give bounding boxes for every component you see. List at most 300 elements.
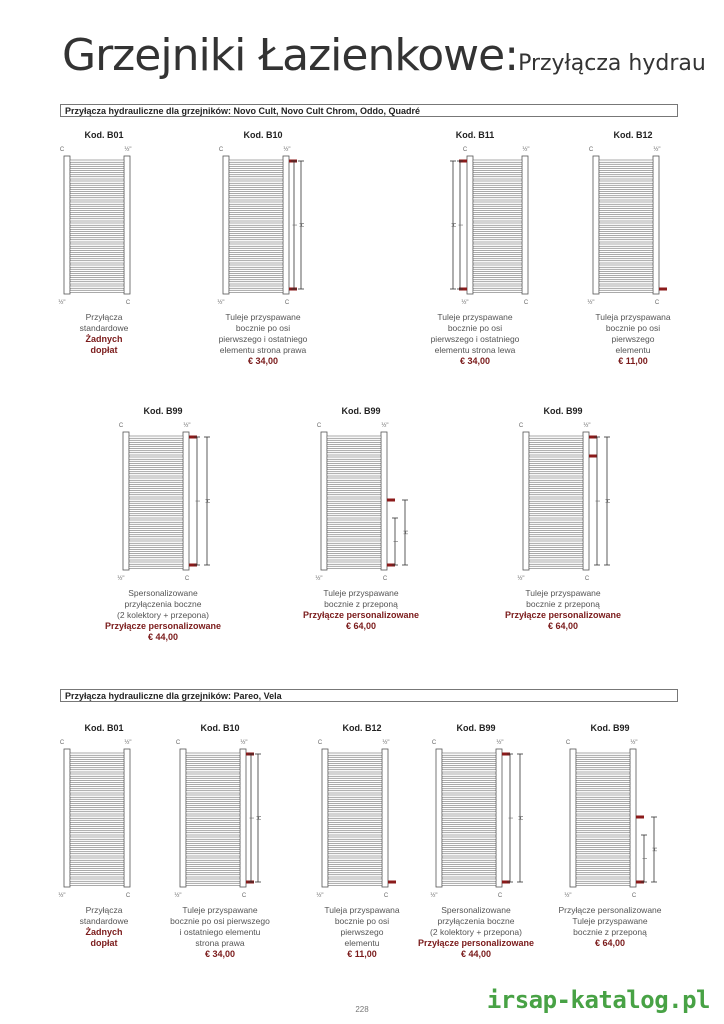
dimension-label: I — [509, 817, 515, 819]
radiator-tube — [599, 278, 653, 280]
radiator-tube — [473, 286, 522, 288]
radiator-tube — [328, 803, 382, 805]
radiator-tube — [576, 862, 630, 864]
label-half: ½" — [382, 740, 390, 746]
radiator-tube — [442, 879, 496, 881]
radiator-tube — [473, 194, 522, 196]
label-half: ½" — [183, 423, 191, 429]
radiator-collector-right — [381, 432, 387, 570]
radiator-tube — [70, 185, 124, 187]
radiator-tube — [70, 795, 124, 797]
radiator-collector-left — [180, 749, 186, 887]
radiator-diagram — [550, 735, 670, 901]
radiator-tube — [70, 854, 124, 856]
dimension-label: I — [196, 500, 202, 502]
radiator-tube — [599, 206, 653, 208]
radiator-tube — [599, 202, 653, 204]
radiator-tube — [576, 829, 630, 831]
radiator-tube — [576, 866, 630, 868]
radiator-tube — [599, 244, 653, 246]
radiator-tube — [229, 244, 283, 246]
label-half: ½" — [630, 740, 638, 746]
radiator-tube — [229, 282, 283, 284]
radiator-tube — [327, 537, 381, 539]
radiator-tube — [129, 499, 183, 501]
radiator-tube — [442, 782, 496, 784]
item-price: € 64,00 — [547, 621, 579, 631]
item-note: Żadnych — [85, 334, 123, 344]
radiator-tube — [442, 883, 496, 885]
description-line: elementu strona lewa — [434, 345, 516, 355]
radiator-tube — [442, 787, 496, 789]
radiator-tube — [328, 833, 382, 835]
radiator-tube — [328, 824, 382, 826]
radiator-tube — [473, 248, 522, 250]
radiator-tube — [529, 537, 583, 539]
radiator-tube — [442, 845, 496, 847]
radiator-tube — [442, 795, 496, 797]
radiator-tube — [328, 858, 382, 860]
radiator-tube — [229, 236, 283, 238]
radiator-tube — [70, 265, 124, 267]
radiator-tube — [186, 812, 240, 814]
radiator-tube — [70, 223, 124, 225]
radiator-tube — [328, 770, 382, 772]
watermark: irsap-katalog.pl — [486, 986, 710, 1014]
radiator-tube — [328, 816, 382, 818]
radiator-tube — [327, 528, 381, 530]
radiator-tube — [129, 545, 183, 547]
label-half: ½" — [587, 300, 595, 306]
radiator-tube — [442, 850, 496, 852]
valve-fitting — [589, 455, 597, 458]
radiator-diagram — [103, 418, 223, 584]
label-half: ½" — [381, 423, 389, 429]
label-c: C — [59, 147, 65, 153]
radiator-tube — [529, 495, 583, 497]
radiator-tube — [473, 177, 522, 179]
radiator-tube — [576, 761, 630, 763]
item-description — [550, 905, 670, 949]
radiator-collector-left — [64, 749, 70, 887]
radiator-collector-right — [283, 156, 289, 294]
radiator-tube — [129, 495, 183, 497]
radiator-tube — [576, 850, 630, 852]
radiator-tube — [473, 219, 522, 221]
radiator-tube — [70, 850, 124, 852]
radiator-tube — [129, 512, 183, 514]
label-half: ½" — [240, 740, 248, 746]
radiator-tube — [599, 265, 653, 267]
radiator-tube — [576, 799, 630, 801]
radiator-tube — [129, 470, 183, 472]
dimension-label: H — [257, 815, 263, 821]
radiator-tube — [576, 854, 630, 856]
label-c: C — [518, 423, 524, 429]
description-line: pierwszego i ostatniego — [218, 334, 308, 344]
description-line: Tuleje przyspawane — [182, 905, 258, 915]
item-description — [302, 905, 422, 960]
radiator-tube — [576, 778, 630, 780]
description-line: bocznie po osi — [605, 323, 661, 333]
radiator-tube — [599, 223, 653, 225]
radiator-tube — [328, 862, 382, 864]
radiator-tube — [327, 444, 381, 446]
radiator-tube — [576, 833, 630, 835]
radiator-tube — [70, 774, 124, 776]
label-half: ½" — [124, 740, 132, 746]
radiator-tube — [327, 499, 381, 501]
radiator-tube — [473, 240, 522, 242]
item-note: dopłat — [90, 345, 118, 355]
item-description — [573, 312, 693, 367]
item-note: Przyłącze personalizowane — [504, 610, 622, 620]
radiator-tube — [442, 812, 496, 814]
label-c: C — [462, 147, 468, 153]
radiator-tube — [129, 516, 183, 518]
radiator-tube — [576, 753, 630, 755]
description-line: elementu strona prawa — [219, 345, 307, 355]
label-half: ½" — [124, 147, 132, 153]
radiator-tube — [229, 185, 283, 187]
radiator-tube — [599, 219, 653, 221]
radiator-tube — [186, 871, 240, 873]
connection-item — [503, 406, 623, 632]
radiator-tube — [70, 833, 124, 835]
description-line: bocznie po osi — [235, 323, 291, 333]
radiator-collector-left — [436, 749, 442, 887]
radiator-tube — [186, 829, 240, 831]
description-line: Tuleje przyspawane — [572, 916, 648, 926]
dimension-label: H — [452, 222, 458, 228]
radiator-tube — [229, 189, 283, 191]
radiator-tube — [129, 503, 183, 505]
radiator-tube — [70, 164, 124, 166]
radiator-tube — [529, 436, 583, 438]
radiator-tube — [599, 215, 653, 217]
item-code: Kod. B01 — [84, 723, 124, 733]
radiator-tube — [327, 554, 381, 556]
radiator-tube — [327, 558, 381, 560]
radiator-tube — [529, 461, 583, 463]
label-half: ½" — [564, 893, 572, 899]
radiator-tube — [186, 782, 240, 784]
radiator-diagram — [503, 418, 623, 584]
radiator-tube — [473, 278, 522, 280]
radiator-tube — [529, 486, 583, 488]
radiator-tube — [328, 795, 382, 797]
radiator-tube — [70, 168, 124, 170]
item-description — [503, 588, 623, 632]
radiator-tube — [70, 236, 124, 238]
radiator-tube — [229, 261, 283, 263]
radiator-tube — [576, 845, 630, 847]
radiator-tube — [599, 177, 653, 179]
radiator-tube — [70, 248, 124, 250]
radiator-tube — [599, 240, 653, 242]
radiator-tube — [529, 444, 583, 446]
title-sub: Przyłącza hydrau — [518, 51, 706, 76]
dimension-label: I — [643, 857, 649, 860]
label-c: C — [118, 423, 124, 429]
radiator-tube — [327, 453, 381, 455]
description-line: Przyłącza — [85, 312, 123, 322]
radiator-tube — [70, 194, 124, 196]
description-line: Tuleja przyspawana — [595, 312, 671, 322]
radiator-collector-right — [496, 749, 502, 887]
radiator-tube — [599, 189, 653, 191]
radiator-tube — [70, 215, 124, 217]
radiator-tube — [529, 491, 583, 493]
radiator-tube — [328, 799, 382, 801]
radiator-tube — [129, 482, 183, 484]
radiator-tube — [229, 248, 283, 250]
radiator-tube — [328, 812, 382, 814]
radiator-tube — [70, 160, 124, 162]
label-c: C — [317, 740, 323, 746]
radiator-tube — [599, 194, 653, 196]
radiator-tube — [70, 803, 124, 805]
radiator-tube — [599, 181, 653, 183]
radiator-tube — [70, 824, 124, 826]
radiator-tube — [442, 757, 496, 759]
radiator-tube — [328, 782, 382, 784]
label-c: C — [125, 893, 131, 899]
radiator-tube — [473, 282, 522, 284]
radiator-tube — [129, 486, 183, 488]
radiator-tube — [599, 236, 653, 238]
item-price: € 44,00 — [460, 949, 492, 959]
radiator-tube — [229, 252, 283, 254]
label-half: ½" — [316, 893, 324, 899]
radiator-collector-right — [522, 156, 528, 294]
radiator-tube — [529, 478, 583, 480]
radiator-tube — [599, 248, 653, 250]
radiator-tube — [70, 181, 124, 183]
radiator-tube — [328, 774, 382, 776]
item-price: € 34,00 — [247, 356, 279, 366]
radiator-tube — [599, 198, 653, 200]
radiator-tube — [442, 774, 496, 776]
radiator-tube — [229, 202, 283, 204]
radiator-tube — [442, 778, 496, 780]
description-line: Tuleje przyspawane — [437, 312, 513, 322]
radiator-tube — [599, 286, 653, 288]
description-line: pierwszego — [340, 927, 384, 937]
radiator-tube — [327, 520, 381, 522]
radiator-tube — [599, 164, 653, 166]
radiator-tube — [473, 189, 522, 191]
item-code: Kod. B10 — [200, 723, 240, 733]
radiator-tube — [229, 273, 283, 275]
connection-item — [573, 130, 693, 367]
radiator-tube — [70, 782, 124, 784]
radiator-tube — [186, 820, 240, 822]
radiator-collector-right — [240, 749, 246, 887]
radiator-tube — [327, 449, 381, 451]
radiator-collector-right — [124, 156, 130, 294]
dimension-label: I — [459, 224, 465, 226]
radiator-tube — [473, 252, 522, 254]
radiator-tube — [327, 478, 381, 480]
radiator-tube — [327, 516, 381, 518]
radiator-tube — [599, 257, 653, 259]
radiator-tube — [70, 189, 124, 191]
radiator-tube — [70, 290, 124, 292]
radiator-tube — [70, 862, 124, 864]
label-c: C — [218, 147, 224, 153]
label-c: C — [654, 300, 660, 306]
description-line: Tuleje przyspawane — [323, 588, 399, 598]
valve-fitting — [388, 881, 396, 884]
radiator-tube — [473, 223, 522, 225]
radiator-tube — [70, 757, 124, 759]
item-price: € 11,00 — [618, 356, 648, 366]
description-line: (2 kolektory + przepona) — [117, 610, 209, 620]
radiator-collector-left — [64, 156, 70, 294]
connection-item — [44, 130, 164, 356]
label-c: C — [241, 893, 247, 899]
radiator-tube — [186, 795, 240, 797]
radiator-tube — [186, 816, 240, 818]
title-main: Grzejniki Łazienkowe: — [62, 30, 519, 81]
item-code: Kod. B99 — [341, 406, 381, 416]
radiator-tube — [576, 782, 630, 784]
radiator-tube — [186, 833, 240, 835]
radiator-tube — [328, 883, 382, 885]
dimension-label: I — [250, 817, 256, 819]
radiator-tube — [129, 562, 183, 564]
radiator-tube — [576, 787, 630, 789]
radiator-tube — [70, 177, 124, 179]
dimension-label: H — [300, 222, 306, 228]
radiator-tube — [473, 290, 522, 292]
label-half: ½" — [461, 300, 469, 306]
item-description — [416, 905, 536, 960]
radiator-tube — [186, 803, 240, 805]
radiator-tube — [129, 440, 183, 442]
radiator-tube — [576, 766, 630, 768]
radiator-tube — [473, 181, 522, 183]
radiator-tube — [229, 194, 283, 196]
radiator-tube — [599, 210, 653, 212]
radiator-tube — [599, 252, 653, 254]
radiator-tube — [473, 198, 522, 200]
radiator-tube — [529, 453, 583, 455]
item-code: Kod. B12 — [342, 723, 382, 733]
radiator-tube — [328, 837, 382, 839]
radiator-tube — [576, 757, 630, 759]
item-note: Przyłącze personalizowane — [104, 621, 222, 631]
radiator-tube — [70, 787, 124, 789]
connection-item — [550, 723, 670, 949]
radiator-tube — [576, 841, 630, 843]
radiator-tube — [70, 829, 124, 831]
radiator-tube — [186, 791, 240, 793]
radiator-tube — [70, 240, 124, 242]
radiator-tube — [529, 545, 583, 547]
label-half: ½" — [496, 740, 504, 746]
radiator-tube — [327, 461, 381, 463]
description-line: Spersonalizowane — [441, 905, 511, 915]
radiator-collector-left — [223, 156, 229, 294]
dimension-label: H — [404, 530, 410, 535]
radiator-tube — [129, 541, 183, 543]
item-description — [301, 588, 421, 632]
item-price: € 34,00 — [459, 356, 491, 366]
radiator-tube — [442, 761, 496, 763]
radiator-tube — [473, 227, 522, 229]
description-line: pierwszego i ostatniego — [430, 334, 520, 344]
label-half: ½" — [522, 147, 530, 153]
radiator-tube — [473, 261, 522, 263]
radiator-tube — [473, 210, 522, 212]
radiator-tube — [473, 257, 522, 259]
radiator-tube — [229, 223, 283, 225]
radiator-tube — [70, 257, 124, 259]
radiator-tube — [576, 803, 630, 805]
radiator-tube — [70, 879, 124, 881]
radiator-tube — [129, 537, 183, 539]
radiator-tube — [599, 290, 653, 292]
radiator-diagram — [160, 735, 280, 901]
radiator-tube — [129, 533, 183, 535]
item-description — [203, 312, 323, 367]
radiator-tube — [229, 177, 283, 179]
radiator-tube — [473, 236, 522, 238]
radiator-tube — [576, 808, 630, 810]
dimension-label: H — [519, 815, 525, 821]
label-half: ½" — [583, 423, 591, 429]
radiator-tube — [576, 875, 630, 877]
radiator-tube — [229, 198, 283, 200]
label-c: C — [382, 576, 388, 582]
radiator-tube — [473, 173, 522, 175]
label-c: C — [316, 423, 322, 429]
radiator-tube — [186, 850, 240, 852]
radiator-tube — [70, 198, 124, 200]
radiator-collector-right — [653, 156, 659, 294]
radiator-tube — [442, 829, 496, 831]
radiator-tube — [529, 440, 583, 442]
radiator-tube — [328, 871, 382, 873]
description-line: elementu — [615, 345, 651, 355]
item-price: € 64,00 — [345, 621, 377, 631]
radiator-tube — [599, 273, 653, 275]
item-code: Kod. B99 — [590, 723, 630, 733]
radiator-diagram — [44, 142, 164, 308]
radiator-tube — [529, 524, 583, 526]
radiator-tube — [576, 824, 630, 826]
dimension-label: I — [596, 500, 602, 502]
radiator-tube — [70, 286, 124, 288]
radiator-tube — [129, 453, 183, 455]
radiator-tube — [229, 210, 283, 212]
connection-item — [301, 406, 421, 632]
radiator-tube — [327, 495, 381, 497]
radiator-tube — [576, 879, 630, 881]
description-line: bocznie po osi pierwszego — [170, 916, 270, 926]
item-price: € 44,00 — [147, 632, 179, 642]
radiator-tube — [186, 757, 240, 759]
description-line: i ostatniego elementu — [179, 927, 261, 937]
radiator-tube — [529, 558, 583, 560]
radiator-tube — [70, 812, 124, 814]
radiator-tube — [328, 875, 382, 877]
radiator-tube — [186, 862, 240, 864]
radiator-tube — [229, 231, 283, 233]
radiator-tube — [186, 761, 240, 763]
